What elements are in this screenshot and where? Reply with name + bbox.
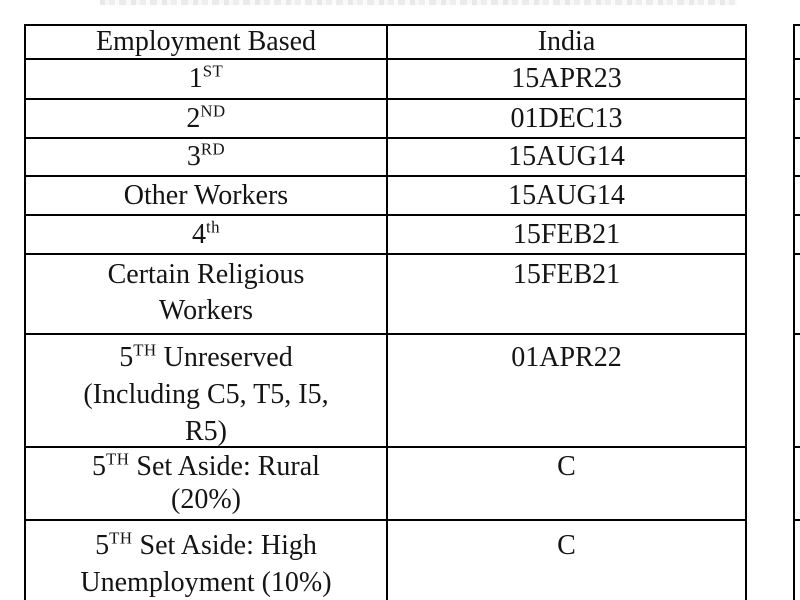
- date-cell: 01DEC13: [510, 102, 623, 134]
- ordinal-superscript: ND: [200, 101, 226, 121]
- adjacent-table-row: [795, 216, 800, 255]
- adjacent-table-fragment: [793, 24, 800, 600]
- table-row: [26, 216, 745, 255]
- category-line: Set Aside: Rural: [129, 451, 320, 482]
- table-row: [26, 521, 745, 600]
- category-cell: [26, 216, 388, 253]
- ordinal-prefix: 5: [119, 342, 134, 373]
- date-cell: C: [557, 530, 576, 561]
- table-row: [26, 100, 745, 139]
- ordinal-prefix: 3: [186, 141, 201, 172]
- clipped-text-remnant: [100, 0, 737, 5]
- adjacent-table-row: [795, 26, 800, 60]
- ordinal-superscript: th: [205, 217, 221, 237]
- category-cell: [26, 255, 388, 333]
- ordinal-prefix: 5: [92, 451, 107, 482]
- category-line: Set Aside: High: [132, 530, 317, 561]
- table-header-row: [26, 26, 745, 60]
- ordinal-superscript: TH: [133, 340, 157, 360]
- date-cell: 15FEB21: [512, 218, 621, 250]
- adjacent-table-row: [795, 255, 800, 335]
- date-cell: 01APR22: [511, 342, 622, 373]
- ordinal-prefix: 5: [95, 530, 110, 561]
- date-cell: 15FEB21: [512, 259, 621, 290]
- category-cell: [26, 448, 388, 519]
- country-header: India: [537, 26, 596, 57]
- category-line: Unreserved: [156, 342, 293, 373]
- ordinal-superscript: RD: [200, 139, 226, 159]
- table-row: [26, 139, 745, 177]
- adjacent-table-row: [795, 60, 800, 100]
- adjacent-table-row: [795, 335, 800, 448]
- table-row: [26, 335, 745, 448]
- category-line: Unemployment (10%): [80, 567, 332, 598]
- table-row: [26, 177, 745, 216]
- ordinal-prefix: 1: [188, 63, 203, 94]
- category-cell: [26, 60, 388, 98]
- date-cell: 15AUG14: [508, 141, 625, 172]
- visa-table: [24, 24, 747, 600]
- ordinal-superscript: TH: [109, 528, 133, 548]
- category-cell: [26, 139, 388, 175]
- date-cell: 15APR23: [511, 63, 622, 94]
- ordinal-superscript: ST: [202, 61, 224, 81]
- table-row: [26, 448, 745, 521]
- ordinal-prefix: 4: [191, 218, 206, 250]
- ordinal-superscript: TH: [106, 449, 130, 469]
- category-line: (20%): [171, 484, 241, 515]
- category-line: Workers: [158, 295, 254, 326]
- date-cell: 15AUG14: [508, 179, 625, 211]
- category-line: Certain Religious: [107, 259, 305, 290]
- ordinal-prefix: 2: [186, 102, 201, 134]
- adjacent-table-row: [795, 177, 800, 216]
- category-cell: [26, 177, 388, 214]
- table-row: [26, 60, 745, 100]
- category-cell: [26, 100, 388, 137]
- category-header: Employment Based: [26, 26, 388, 58]
- adjacent-table-row: [795, 100, 800, 139]
- category-line: Other Workers: [123, 179, 289, 211]
- adjacent-table-row: [795, 521, 800, 600]
- adjacent-table-row: [795, 448, 800, 521]
- category-line: (Including C5, T5, I5,: [83, 379, 329, 410]
- adjacent-table-row: [795, 139, 800, 177]
- table-row: [26, 255, 745, 335]
- category-line: R5): [185, 416, 227, 447]
- category-cell: [26, 335, 388, 446]
- date-cell: C: [557, 451, 576, 482]
- category-cell: [26, 521, 388, 600]
